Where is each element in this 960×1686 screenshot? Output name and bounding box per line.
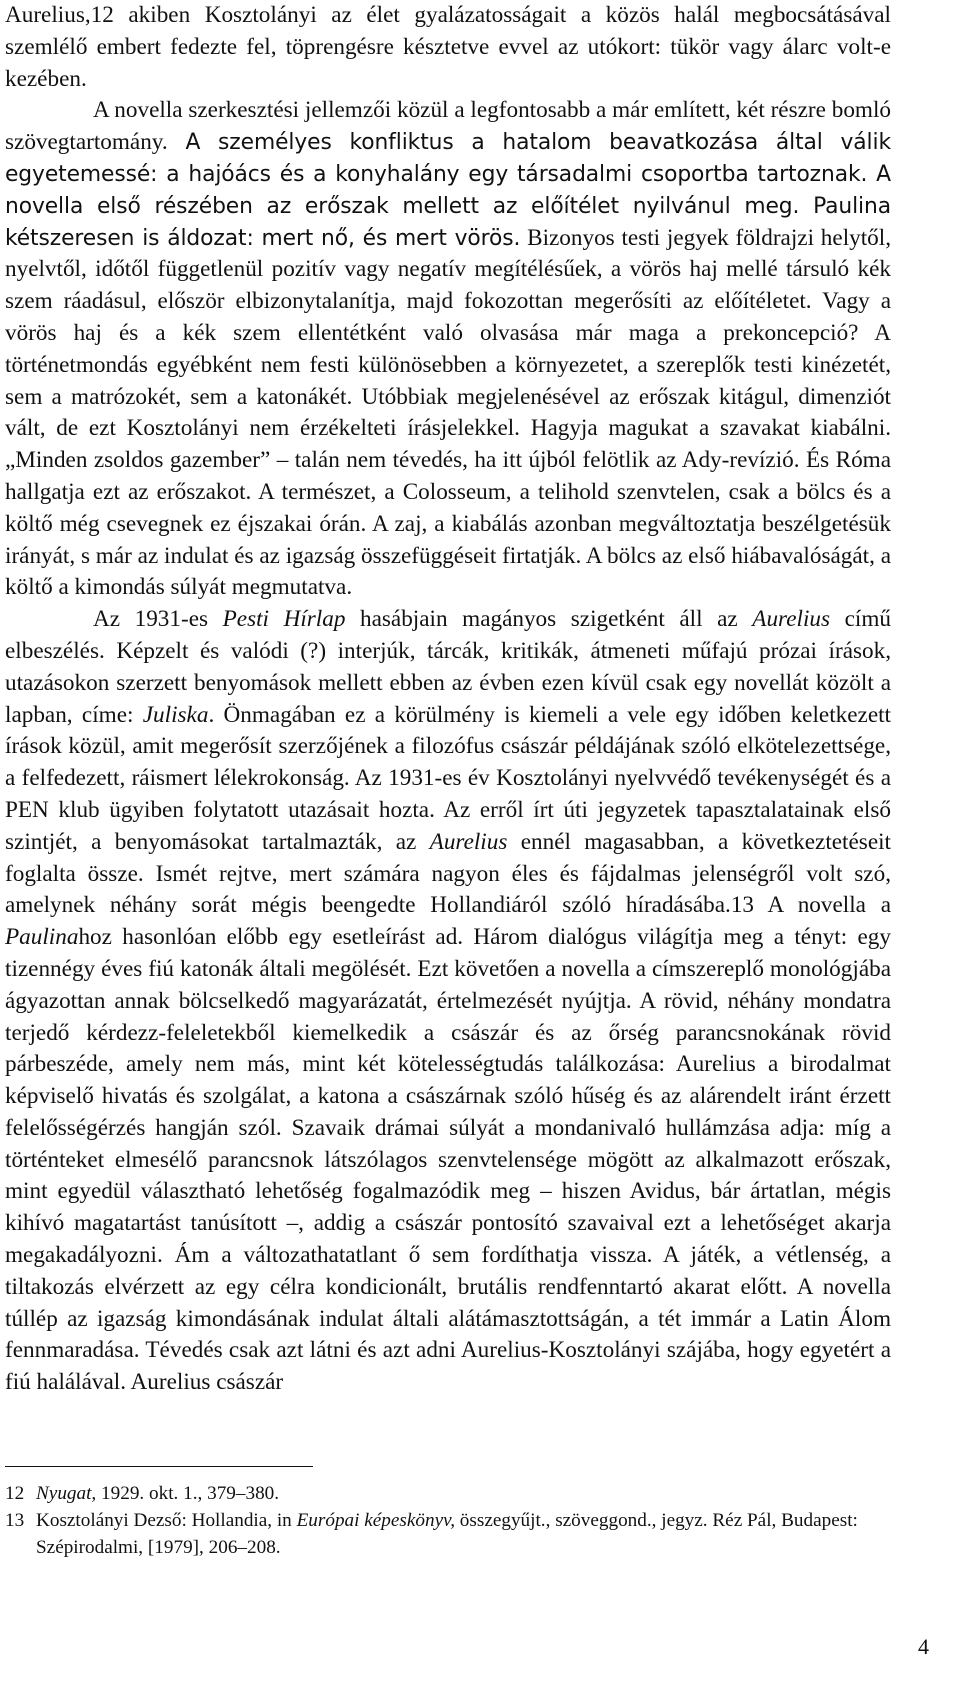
- paragraph-3-part-g: A novella túllép az igazság kimondásának indulat általi alátámasztottságán, a tét immár a Latin Álom fennmaradása.: [5, 1273, 891, 1364]
- footnote-text: [36, 1480, 885, 1507]
- footnote-prefix: Kosztolányi Dezső: Hollandia, in: [36, 1510, 297, 1531]
- footnote-13: [5, 1507, 885, 1561]
- paragraph-2-sentence-d: A történetmondás egyébként nem festi különösebben a környezetet, a szereplők testi kinézetét, sem a matrózokét, sem a katonákét.: [5, 319, 891, 410]
- footnote-italic: Nyugat,: [36, 1483, 97, 1504]
- footnote-number: 13: [5, 1510, 25, 1531]
- paragraph-3-part-b: hasábjain magányos szigetként áll az: [345, 606, 753, 633]
- paragraph-2-sentence-i: A bölcs az első hiábavalóságát, a költő a kimondás súlyát megmutatva.: [5, 542, 891, 601]
- paragraph-3-part-h: Tévedés csak azt látni és azt adni Aurelius-Kosztolányi szájába, hogy egyetért a fiú halálával. Aurelius császár: [5, 1337, 891, 1396]
- footnote-number: 12: [5, 1483, 25, 1504]
- paragraph-3-part-d: . Önmagában ez a körülmény is kiemeli a vele egy időben keletkezett írások közül, amit megerősít szerzőjének a filozófus császár példájának szóló elkötelezettsége, a felfedezett, ráismert lélekrokonság. Az 1931-es év Kosztolányi nyelvvédő tevékenységét és a PEN klub ügyiben folytatott utazásait hozta. Az erről írt úti jegyzetek tapasztalatainak első szintjét, a benyomásokat tartalmazták, az: [5, 701, 891, 855]
- paragraph-3-part-c: című elbeszélés. Képzelt és valódi (?) interjúk, tárcák, kritikák, átmeneti műfajú prózai írások, utazásokon szerzett benyomások mellett ebben az évben ezen kívül csak egy novellát közölt a lapban, címe:: [5, 606, 891, 728]
- document-page: [5, 0, 891, 1399]
- body-text: [5, 0, 891, 1399]
- paragraph-2-sentence-c: Bizonyos testi jegyek földrajzi helytől, nyelvtől, időtől függetlenül pozitív vagy negatív megítélésűek, a vörös haj mellé társuló kék szem ráadásul, először elbizonytalanítja, majd fokozottan megerősíti az előítéletet. Vagy a vörös haj és a kék szem ellentétként való olvasása már maga a prekoncepció?: [5, 224, 891, 346]
- paragraph-3-part-a: Az 1931-es: [93, 606, 223, 633]
- paragraph-3-italic-aurelius-2: Aurelius: [429, 828, 508, 855]
- paragraph-3-part-e: ennél magasabban, a következtetéseit foglalta össze. Ismét rejtve, mert számára nagyon éles és fájdalmas jelenségről volt szó, amelynek néhány sorát mégis beengedte Hollandiáról szóló híradásába.13 A novella a: [5, 828, 891, 919]
- paragraph-2-sentence-h: A zaj, a kiabálás azonban megváltoztatja beszélgetésük irányát, s már az indulat és az igazság összefüggéseit firtatják.: [5, 510, 891, 569]
- paragraph-3-italic-paulina: Paulina: [5, 924, 79, 951]
- paragraph-2-sentence-a: A novella szerkesztési jellemzői közül a legfontosabb a már említett, két részre bomló szövegtartomány.: [5, 97, 891, 156]
- paragraph-1-text: Aurelius,12 akiben Kosztolányi az élet gyalázatosságait a közös halál megbocsátásával szemlélő embert fedezte fel, töprengésre késztetve evvel az utókort: tükör vagy álarc volt-e kezében.: [5, 2, 891, 92]
- paragraph-3-part-f: hoz hasonlóan előbb egy esetleírást ad. Három dialógus világítja meg a tényt: egy tizennégy éves fiú katonák általi megölését. Ezt követően a novella a címszereplő monológjába ágyazottan annak bölcselkedő magyarázatát, értelmezését nyújtja. A rövid, néhány mondatra terjedő kérdezz-feleletekből kiemelkedik a császár és az őrség parancsnokának rövid párbeszéde, amely nem más, mint két kötelességtudás találkozása: Aurelius a birodalmat képviselő hivatás és szolgálat, a katona a császárnak szóló hűség és az alárendelt iránt érzett felelősségérzés hangján szól. Szavaik drámai súlyát a mondanivaló hullámzása adja: míg a történteket elmesélő parancsnok látszólagos szenvtelensége mögött az alkalmazott erőszak, mint egyedül választható lehetőség fogalmazódik meg – hiszen Avidus, bár ártatlan, mégis kihívó magatartást tanúsított –, addig a császár pontosító szavaival ezt a lehetőséget akarja megakadályozni. Ám a változathatatlant ő sem fordíthatja vissza. A játék, a vétlenség, a tiltakozás elvérzett az egy célra kondicionált, brutális rendfenntartó akarat előtt.: [5, 924, 891, 1300]
- footnote-body: összegyűjt., szöveggond., jegyz. Réz Pál, Budapest: Szépirodalmi, [1979], 206–208.: [36, 1510, 858, 1558]
- footnote-italic: Európai képeskönyv,: [296, 1510, 455, 1531]
- footnote-text: [36, 1507, 885, 1561]
- paragraph-2-sentence-f: Hagyja magukat a szavakat kiabálni.: [519, 415, 891, 442]
- paragraph-3-italic-juliska: Juliska: [142, 701, 209, 728]
- footnote-12: [5, 1480, 885, 1507]
- paragraph-2-sentence-e: Utóbbiak megjelenésével az erőszak kitágul, dimenziót vált, de ezt Kosztolányi nem érzékelteti írásjelekkel.: [5, 383, 891, 442]
- paragraph-1: [5, 0, 891, 95]
- paragraph-2-sentence-b: A személyes konfliktus a hatalom beavatkozása által válik egyetemessé: a hajóács és a konyhalány egy társadalmi csoportba tartoznak. A novella első részében az erőszak mellett az előítélet nyilvánul meg. Paulina kétszeresen is áldozat: mert nő, és mert vörös.: [5, 130, 891, 251]
- page-number: 4: [918, 1634, 929, 1659]
- paragraph-3: [5, 604, 891, 1399]
- paragraph-2: [5, 95, 891, 604]
- footnotes: [5, 1480, 885, 1561]
- paragraph-3-italic-pesti-hirlap: Pesti Hírlap: [222, 606, 346, 633]
- paragraph-2-sentence-g: „Minden zsoldos gazember” – talán nem tévedés, ha itt újból felötlik az Ady-revízió. És Róma hallgatja ezt az erőszakot. A természet, a Colosseum, a telihold szenvtelen, csak a bölcs és a költő még csevegnek ez éjszakai órán.: [5, 447, 891, 537]
- footnote-body: 1929. okt. 1., 379–380.: [96, 1483, 280, 1504]
- footnote-separator: [5, 1466, 313, 1467]
- paragraph-3-italic-aurelius: Aurelius: [752, 606, 831, 633]
